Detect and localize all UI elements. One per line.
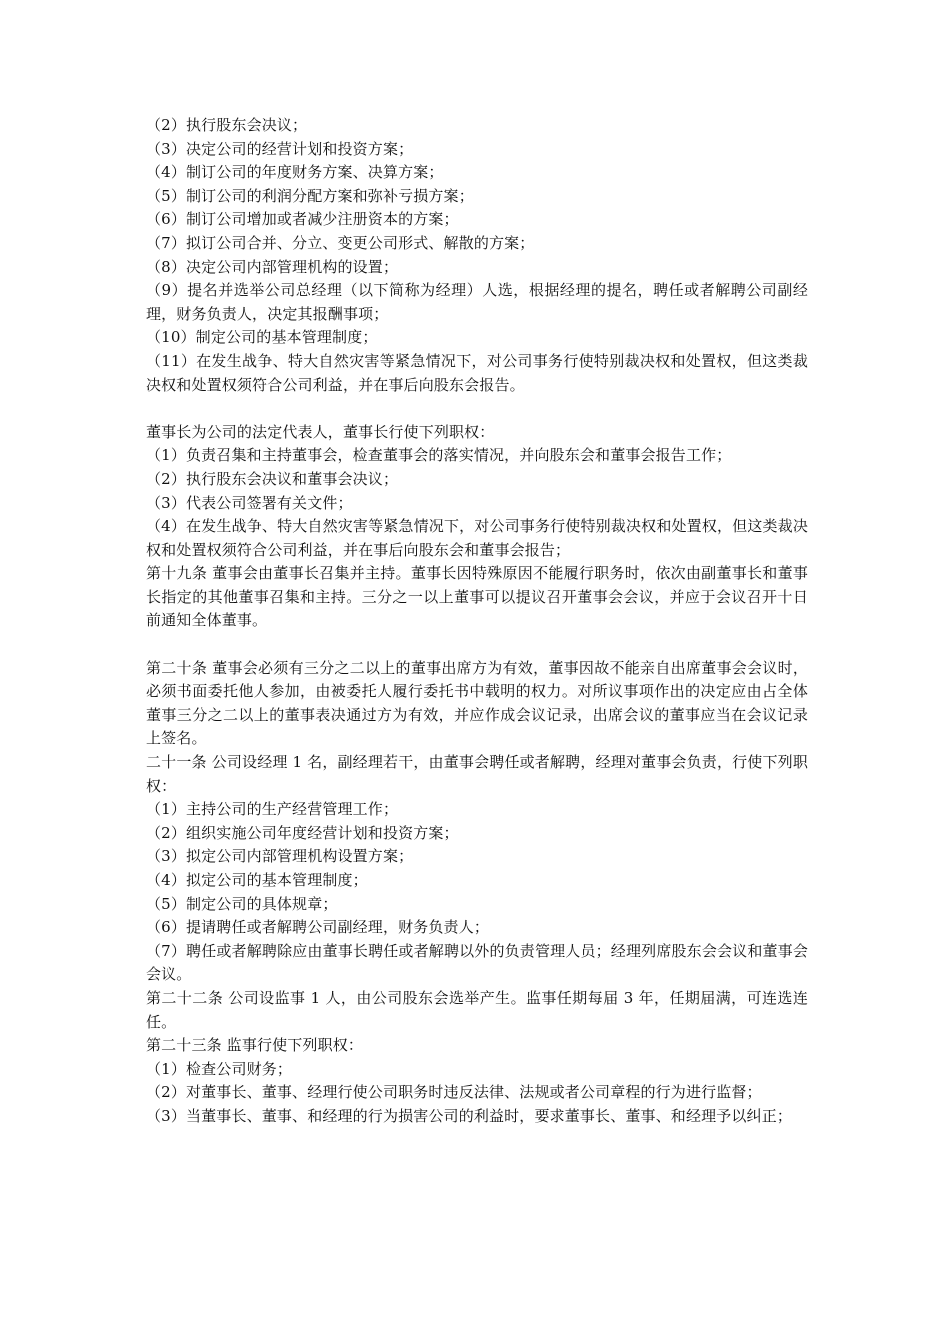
article-19: 第十九条 董事会由董事长召集并主持。董事长因特殊原因不能履行职务时，依次由副董事长和董事长指定的其他董事召集和主持。三分之一以上董事可以提议召开董事会会议，并应于会议召开十日前通知全体董事。 [146,564,808,630]
article-20: 第二十条 董事会必须有三分之二以上的董事出席方为有效，董事因故不能亲自出席董事会会议时，必须书面委托他人参加，由被委托人履行委托书中载明的权力。对所议事项作出的决定应由占全体董事三分之二以上的董事表决通过方为有效，并应作成会议记录，出席会议的董事应当在会议记录上签名。 [146,658,808,748]
board-duty-5: （5）制订公司的利润分配方案和弥补亏损方案； [146,186,474,205]
board-duty-11: （11）在发生战争、特大自然灾害等紧急情况下，对公司事务行使特别裁决权和处置权，但这类裁决权和处置权须符合公司利益，并在事后向股东会报告。 [146,351,808,394]
chairman-duty-2: （2）执行股东会决议和董事会决议； [146,469,399,488]
manager-duty-1: （1）主持公司的生产经营管理工作； [146,800,399,819]
paragraph-gap [146,633,808,657]
manager-duty-2: （2）组织实施公司年度经营计划和投资方案； [146,823,459,842]
manager-duty-4: （4）拟定公司的基本管理制度； [146,871,368,889]
paragraph-gap [146,397,808,421]
chairman-duty-1: （1）负责召集和主持董事会，检查董事会的落实情况，并向股东会和董事会报告工作； [146,446,732,465]
manager-duty-6: （6）提请聘任或者解聘公司副经理，财务负责人； [146,918,489,937]
document-body [146,114,808,1129]
board-duty-2: （2）执行股东会决议； [146,116,308,134]
article-22: 第二十二条 公司设监事 1 人，由公司股东会选举产生。监事任期每届 3 年，任期届满，可连选连任。 [146,988,808,1031]
board-duty-8: （8）决定公司内部管理机构的设置； [146,257,399,276]
board-duty-3: （3）决定公司的经营计划和投资方案； [146,139,414,158]
board-duty-7: （7）拟订公司合并、分立、变更公司形式、解散的方案； [146,233,535,252]
manager-duty-7: （7）聘任或者解聘除应由董事长聘任或者解聘以外的负责管理人员；经理列席股东会会议和董事会会议。 [146,941,808,984]
manager-duty-5: （5）制定公司的具体规章； [146,894,338,913]
supervisor-duty-3: （3）当董事长、董事、和经理的行为损害公司的利益时，要求董事长、董事、和经理予以纠正； [146,1106,792,1125]
supervisor-duty-2: （2）对董事长、董事、经理行使公司职务时违反法律、法规或者公司章程的行为进行监督； [146,1083,762,1102]
board-duty-9: （9）提名并选举公司总经理（以下简称为经理）人选，根据经理的提名，聘任或者解聘公司副经理，财务负责人，决定其报酬事项； [146,281,808,323]
manager-duty-3: （3）拟定公司内部管理机构设置方案； [146,847,414,866]
board-duty-10: （10）制定公司的基本管理制度； [146,328,378,347]
board-duty-4: （4）制订公司的年度财务方案、决算方案； [146,163,444,182]
article-23: 第二十三条 监事行使下列职权： [146,1036,364,1055]
supervisor-duty-1: （1）检查公司财务； [146,1059,293,1078]
article-21: 二十一条 公司设经理 1 名，副经理若干，由董事会聘任或者解聘，经理对董事会负责，行使下列职权： [146,753,808,795]
chairman-duty-3: （3）代表公司签署有关文件； [146,493,353,512]
chairman-intro: 董事长为公司的法定代表人，董事长行使下列职权： [146,422,495,441]
chairman-duty-4: （4）在发生战争、特大自然灾害等紧急情况下，对公司事务行使特别裁决权和处置权，但这类裁决权和处置权须符合公司利益，并在事后向股东会和董事会报告； [146,517,808,559]
board-duty-6: （6）制订公司增加或者减少注册资本的方案； [146,210,459,229]
